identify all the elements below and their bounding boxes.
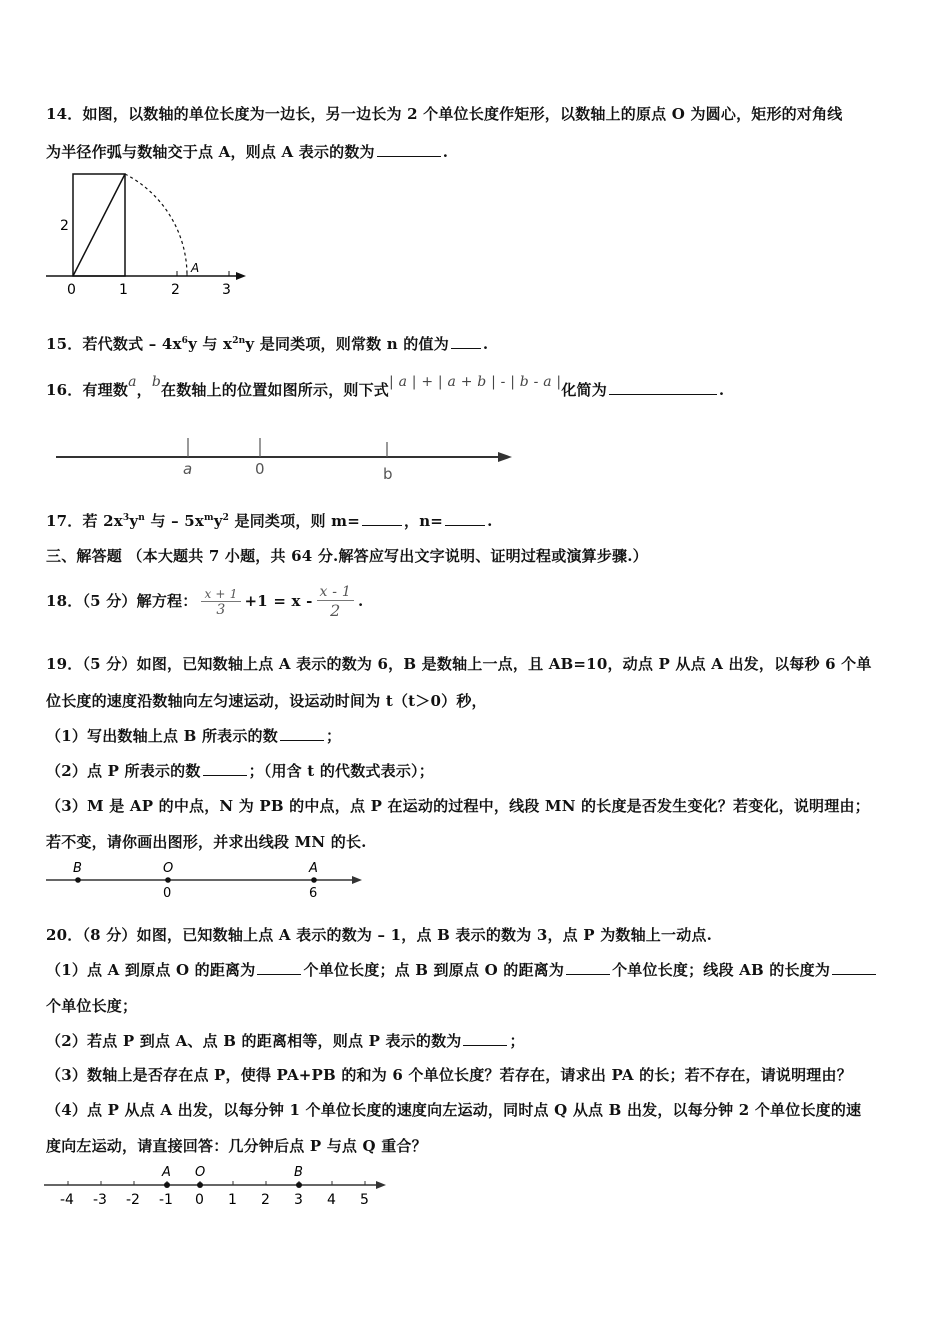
axis-arrow bbox=[352, 876, 362, 884]
answer-blank bbox=[257, 960, 301, 975]
q18-pre: 18．（5 分）解方程： bbox=[46, 592, 198, 610]
tick-label: 0 bbox=[195, 1192, 204, 1208]
q17 bbox=[46, 510, 493, 531]
label-0: 0 bbox=[255, 460, 265, 478]
tick-label: -4 bbox=[60, 1192, 74, 1208]
q20-figure bbox=[40, 1160, 400, 1208]
axis-arrow bbox=[376, 1181, 386, 1189]
answer-blank bbox=[377, 142, 441, 157]
q20-p1c: 个单位长度；线段 AB 的长度为 bbox=[612, 961, 831, 979]
q16-figure bbox=[52, 432, 532, 482]
q19-part3b: 若不变，请你画出图形，并求出线段 MN 的长. bbox=[46, 833, 367, 851]
q15 bbox=[46, 333, 488, 354]
q17-mid3: y bbox=[213, 512, 223, 530]
q20-part3: （3）数轴上是否存在点 P，使得 PA+PB 的和为 6 个单位长度？若存在，请求出 PA 的长；若不存在，请说明理由？ bbox=[46, 1066, 852, 1084]
q16 bbox=[46, 374, 725, 400]
fraction-1-num: x + 1 bbox=[201, 587, 240, 602]
tick-label-1: 1 bbox=[119, 282, 128, 298]
q15-pre: 15．若代数式 – 4x bbox=[46, 335, 182, 353]
q14-figure bbox=[40, 168, 260, 298]
fraction-1 bbox=[201, 587, 240, 618]
q18-end: . bbox=[357, 592, 364, 610]
tick-label-2: 2 bbox=[171, 282, 180, 298]
fraction-1-den: 3 bbox=[216, 601, 226, 618]
q19-p2-end: ；（用含 t 的代数式表示）； bbox=[248, 762, 434, 780]
label-o: O bbox=[163, 861, 174, 876]
point-b bbox=[75, 877, 81, 883]
q19-p1: （1）写出数轴上点 B 所表示的数 bbox=[46, 727, 278, 745]
q16-post: 化简为 bbox=[561, 381, 607, 399]
label-a: A bbox=[162, 1165, 171, 1180]
tick-label: -3 bbox=[93, 1192, 107, 1208]
q17-exp2: n bbox=[138, 513, 146, 523]
q20-part4b: 度向左运动，请直接回答：几分钟后点 P 与点 Q 重合？ bbox=[46, 1137, 427, 1155]
q14-end: . bbox=[442, 143, 449, 161]
q19-part2 bbox=[46, 760, 434, 781]
q20-part1 bbox=[46, 959, 878, 980]
q18-mid: +1 = x - bbox=[244, 592, 313, 610]
q14-text: 为半径作弧与数轴交于点 A，则点 A 表示的数为 bbox=[46, 143, 375, 161]
q17-exp4: 2 bbox=[222, 513, 230, 523]
axis-arrow bbox=[236, 272, 246, 280]
answer-blank bbox=[451, 334, 481, 349]
label-b: B bbox=[73, 861, 82, 876]
q17-mid1: y bbox=[129, 512, 139, 530]
diagonal bbox=[73, 174, 125, 276]
abs-expression: | a | + | a + b | - | b - a | bbox=[389, 374, 562, 390]
point-a-label: A bbox=[191, 261, 200, 275]
answer-blank bbox=[280, 726, 324, 741]
point-b bbox=[296, 1182, 302, 1188]
q19-line1: 19．（5 分）如图，已知数轴上点 A 表示的数为 6，B 是数轴上一点，且 AB=10，动点 P 从点 A 出发，以每秒 6 个单 bbox=[46, 655, 872, 673]
q19-line2: 位长度的速度沿数轴向左匀速运动，设运动时间为 t（t＞0）秒， bbox=[46, 692, 487, 710]
q15-mid: y 与 x bbox=[188, 335, 233, 353]
q17-post: 是同类项，则 m= bbox=[229, 512, 360, 530]
q17-end: . bbox=[487, 512, 493, 530]
var-a: a bbox=[128, 374, 137, 390]
fraction-2 bbox=[317, 584, 354, 620]
q20-part2 bbox=[46, 1030, 525, 1051]
fraction-2-den: 2 bbox=[330, 601, 341, 620]
q17-exp1: 3 bbox=[122, 513, 130, 523]
tick-label: -1 bbox=[159, 1192, 173, 1208]
answer-blank bbox=[566, 960, 610, 975]
q20-p1a: （1）点 A 到原点 O 的距离为 bbox=[46, 961, 256, 979]
q19-p1-end: ； bbox=[325, 727, 342, 745]
q17-mid2: 与 – 5x bbox=[145, 512, 204, 530]
q16-end: . bbox=[718, 381, 725, 399]
var-b: b bbox=[151, 374, 161, 390]
q20-line1: 20．（8 分）如图，已知数轴上点 A 表示的数为 – 1，点 B 表示的数为 3，点 P 为数轴上一动点. bbox=[46, 926, 713, 944]
q19-p2: （2）点 P 所表示的数 bbox=[46, 762, 201, 780]
q20-p2-end: ； bbox=[509, 1032, 525, 1050]
tick-label-0: 0 bbox=[163, 886, 172, 900]
q20-part1-cont: 个单位长度； bbox=[46, 997, 138, 1015]
q20-p2: （2）若点 P 到点 A、点 B 的距离相等，则点 P 表示的数为 bbox=[46, 1032, 462, 1050]
fraction-2-num: x - 1 bbox=[317, 584, 354, 601]
q17-pre: 17．若 2x bbox=[46, 512, 123, 530]
answer-blank bbox=[832, 960, 876, 975]
point-a bbox=[164, 1182, 170, 1188]
q17-mid4: ，n= bbox=[404, 512, 444, 530]
q16-mid: 在数轴上的位置如图所示，则下式 bbox=[161, 381, 390, 399]
q15-end: . bbox=[482, 335, 489, 353]
tick-label: -2 bbox=[126, 1192, 140, 1208]
q19-figure bbox=[42, 858, 372, 900]
q15-post: y 是同类项，则常数 n 的值为 bbox=[245, 335, 449, 353]
label-a: A bbox=[309, 861, 318, 876]
answer-blank-n bbox=[445, 511, 485, 526]
q16-pre: 16．有理数 bbox=[46, 381, 129, 399]
q19-part1 bbox=[46, 725, 341, 746]
answer-blank-m bbox=[362, 511, 402, 526]
q14-line1: 14．如图，以数轴的单位长度为一边长，另一边长为 2 个单位长度作矩形，以数轴上的原点 O 为圆心，矩形的对角线 bbox=[46, 105, 843, 123]
point-o bbox=[197, 1182, 203, 1188]
label-b: B bbox=[294, 1165, 303, 1180]
label-a: a bbox=[183, 460, 193, 478]
q14-line2 bbox=[46, 141, 448, 162]
q16-comma: ， bbox=[136, 381, 152, 399]
q20-part4a: （4）点 P 从点 A 出发，以每分钟 1 个单位长度的速度向左运动，同时点 Q 从点 B 出发，以每分钟 2 个单位长度的速 bbox=[46, 1101, 862, 1119]
q18 bbox=[46, 584, 363, 620]
side-label: 2 bbox=[60, 218, 69, 234]
q20-p1b: 个单位长度；点 B 到原点 O 的距离为 bbox=[303, 961, 565, 979]
tick-label: 3 bbox=[294, 1192, 303, 1208]
point-a bbox=[311, 877, 317, 883]
label-b: b bbox=[383, 465, 393, 482]
tick-label: 4 bbox=[327, 1192, 336, 1208]
q17-exp3: m bbox=[203, 513, 214, 523]
q15-exp2: 2n bbox=[232, 336, 246, 346]
answer-blank bbox=[203, 761, 247, 776]
tick-label: 5 bbox=[360, 1192, 369, 1208]
arc bbox=[125, 174, 187, 276]
tick-label-6: 6 bbox=[309, 886, 318, 900]
answer-blank bbox=[609, 380, 717, 395]
tick-label-3: 3 bbox=[222, 282, 231, 298]
q15-exp1: 6 bbox=[181, 336, 189, 346]
point-o bbox=[165, 877, 171, 883]
answer-blank bbox=[463, 1031, 507, 1046]
axis-arrow bbox=[498, 452, 512, 462]
label-o: O bbox=[195, 1165, 206, 1180]
section-3-heading: 三、解答题 （本大题共 7 小题，共 64 分.解答应写出文字说明、证明过程或演算步骤.） bbox=[46, 547, 648, 565]
tick-label-0: 0 bbox=[67, 282, 76, 298]
q19-part3a: （3）M 是 AP 的中点，N 为 PB 的中点，点 P 在运动的过程中，线段 MN 的长度是否发生变化？若变化，说明理由； bbox=[46, 797, 870, 815]
tick-label: 2 bbox=[261, 1192, 270, 1208]
tick-label: 1 bbox=[228, 1192, 237, 1208]
